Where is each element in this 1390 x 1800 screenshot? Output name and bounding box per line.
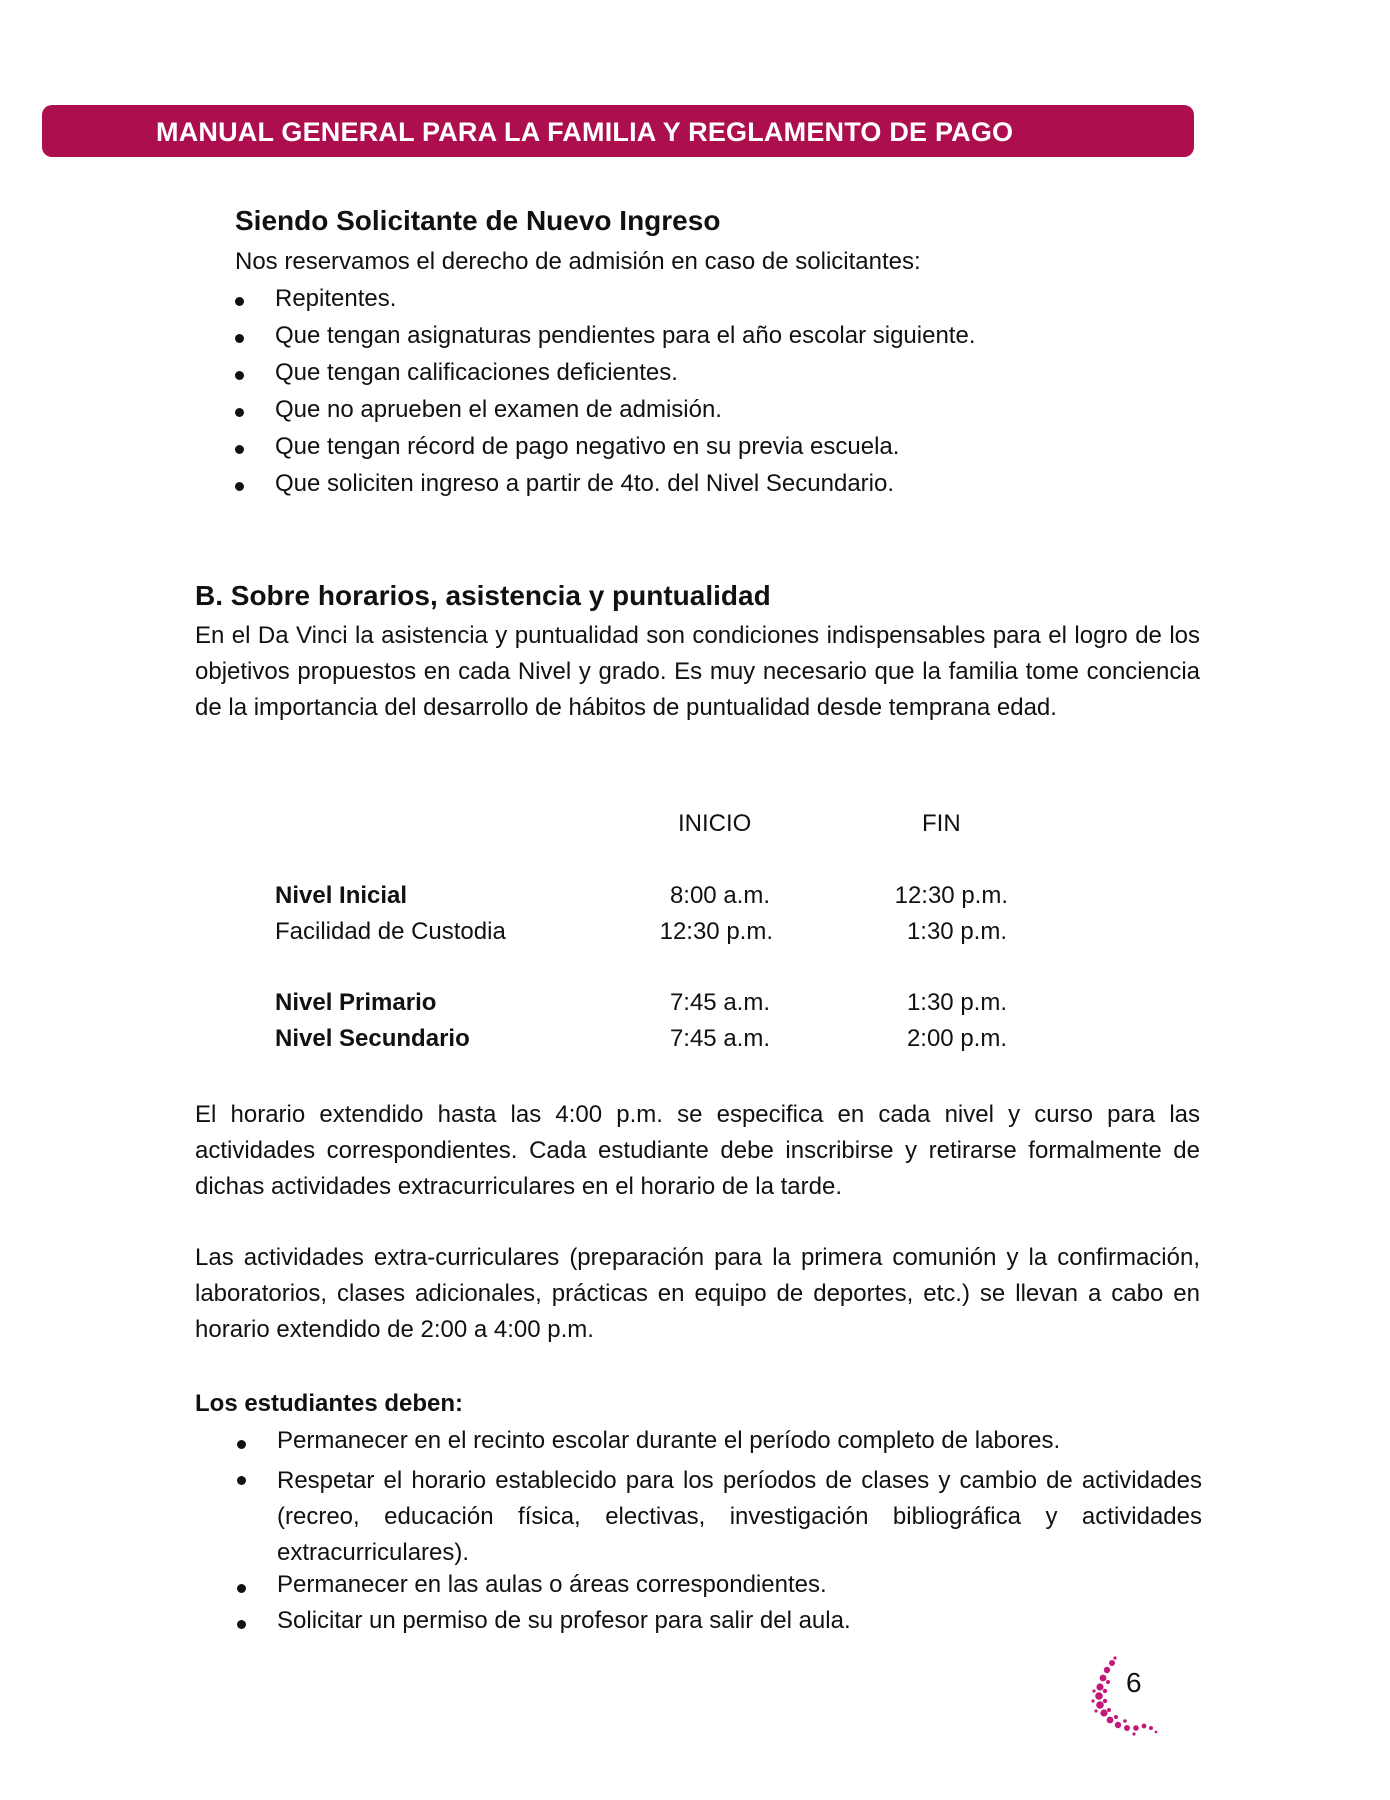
row-label: Nivel Secundario — [275, 1025, 470, 1052]
bullet-icon — [235, 445, 244, 454]
bullet-icon — [235, 334, 244, 343]
section-b-paragraph-3: Las actividades extra-curriculares (preparación para la primera comunión y la confirmación, laboratorios, clases adicionales, prácticas en equipo de deportes, etc.) se llevan a cabo en horario extendido de 2:00 a 4:00 p.m. — [195, 1244, 1200, 1343]
section-b-paragraph-1: En el Da Vinci la asistencia y puntualidad son condiciones indispensables para el logro de los objetivos propuestos en cada Nivel y grado. Es muy necesario que la familia tome conciencia de la importancia del desarrollo de hábitos de puntualidad desde temprana edad. — [195, 622, 1200, 721]
list-item: Solicitar un permiso de su profesor para salir del aula. — [277, 1607, 851, 1634]
bullet-icon — [235, 408, 244, 417]
list-item: Que soliciten ingreso a partir de 4to. del Nivel Secundario. — [275, 470, 895, 497]
bullet-icon — [235, 371, 244, 380]
students-list-title: Los estudiantes deben: — [195, 1390, 464, 1417]
list-item: Permanecer en el recinto escolar durante el período completo de labores. — [277, 1427, 1061, 1454]
list-item: Repitentes. — [275, 285, 397, 312]
row-end: 1:30 p.m. — [906, 989, 1007, 1016]
section-b-title: B. Sobre horarios, asistencia y puntualidad — [195, 580, 771, 611]
row-end: 2:00 p.m. — [906, 1025, 1007, 1052]
bullet-icon — [237, 1584, 246, 1593]
list-item: Permanecer en las aulas o áreas correspondientes. — [277, 1571, 827, 1598]
bullet-icon — [237, 1440, 246, 1449]
row-end: 1:30 p.m. — [906, 918, 1007, 945]
list-item: Respetar el horario establecido para los períodos de clases y cambio de actividades (recreo, educación física, electivas, investigación bibliográfica y actividades extracurriculares). — [277, 1467, 1202, 1566]
list-item: Que tengan calificaciones deficientes. — [275, 359, 678, 386]
row-label: Facilidad de Custodia — [275, 918, 506, 945]
section-a-title: Siendo Solicitante de Nuevo Ingreso — [235, 205, 721, 236]
list-item: Que no aprueben el examen de admisión. — [275, 396, 722, 423]
section-a-intro: Nos reservamos el derecho de admisión en caso de solicitantes: — [235, 248, 921, 275]
bullet-icon — [235, 297, 244, 306]
column-header-end: FIN — [922, 810, 961, 837]
page-number: 6 — [1126, 1667, 1142, 1698]
section-b-paragraph-2: El horario extendido hasta las 4:00 p.m. se especifica en cada nivel y curso para las actividades correspondientes. Cada estudiante debe inscribirse y retirarse formalmente de dichas actividades extracurriculares en el horario de la tarde. — [195, 1101, 1200, 1200]
bullet-icon — [237, 1620, 246, 1629]
header-title: MANUAL GENERAL PARA LA FAMILIA Y REGLAMENTO DE PAGO — [156, 117, 1014, 147]
row-start: 12:30 p.m. — [659, 918, 773, 945]
header-bar — [42, 105, 1194, 157]
list-item: Que tengan récord de pago negativo en su previa escuela. — [275, 433, 900, 460]
row-start: 7:45 a.m. — [669, 1025, 770, 1052]
list-item: Que tengan asignaturas pendientes para el año escolar siguiente. — [275, 322, 976, 349]
bullet-icon — [237, 1476, 246, 1485]
row-start: 8:00 a.m. — [669, 882, 770, 909]
row-label: Nivel Primario — [275, 989, 437, 1016]
page-number-badge — [1088, 1655, 1168, 1741]
row-end: 12:30 p.m. — [894, 882, 1008, 909]
bullet-icon — [235, 482, 244, 491]
column-header-start: INICIO — [678, 810, 752, 837]
row-start: 7:45 a.m. — [669, 989, 770, 1016]
row-label: Nivel Inicial — [275, 882, 408, 909]
